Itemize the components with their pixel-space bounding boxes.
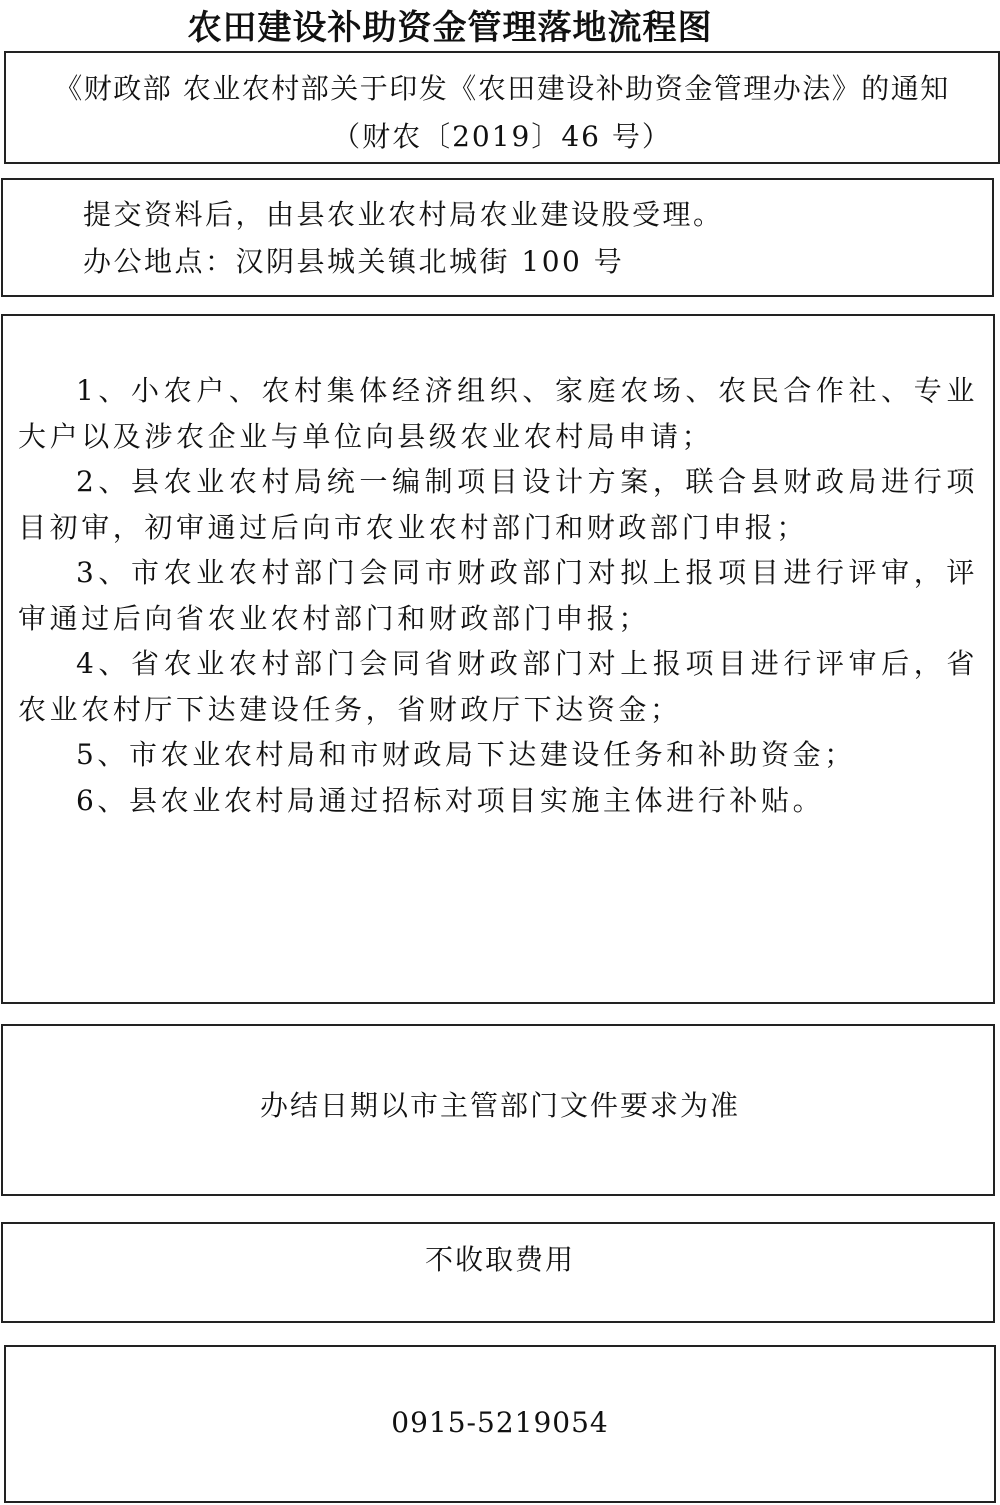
process-step-4: 4、省农业农村部门会同省财政部门对上报项目进行评审后，省农业农村厅下达建设任务，省财政厅下达资金； xyxy=(18,647,978,726)
process-steps-list xyxy=(18,368,978,823)
policy-basis-box xyxy=(4,51,1000,164)
process-step-3: 3、市农业农村部门会同市财政部门对拟上报项目进行评审，评审通过后向省农业农村部门和财政部门申报； xyxy=(18,556,978,635)
policy-basis-number: （财农〔2019〕46 号） xyxy=(332,120,672,153)
process-step-6: 6、县农业农村局通过招标对项目实施主体进行补贴。 xyxy=(76,783,825,817)
office-address: 办公地点：汉阴县城关镇北城街 100 号 xyxy=(83,245,625,278)
department-acceptance: 提交资料后，由县农业农村局农业建设股受理。 xyxy=(83,198,724,231)
policy-basis-title: 《财政部 农业农村部关于印发《农田建设补助资金管理办法》的通知 xyxy=(54,72,950,105)
process-step-2: 2、县农业农村局统一编制项目设计方案，联合县财政局进行项目初审，初审通过后向市农业农村部门和财政部门申报； xyxy=(18,465,978,544)
completion-time-text: 办结日期以市主管部门文件要求为准 xyxy=(259,1089,740,1122)
contact-phone: 0915-5219054 xyxy=(391,1406,609,1439)
fee-text: 不收取费用 xyxy=(424,1243,575,1276)
process-step-5: 5、市农业农村局和市财政局下达建设任务和补助资金； xyxy=(76,738,856,771)
page-title: 农田建设补助资金管理落地流程图 xyxy=(187,8,713,48)
process-step-1: 1、小农户、农村集体经济组织、家庭农场、农民合作社、专业大户以及涉农企业与单位向县级农业农村局申请； xyxy=(18,374,978,453)
